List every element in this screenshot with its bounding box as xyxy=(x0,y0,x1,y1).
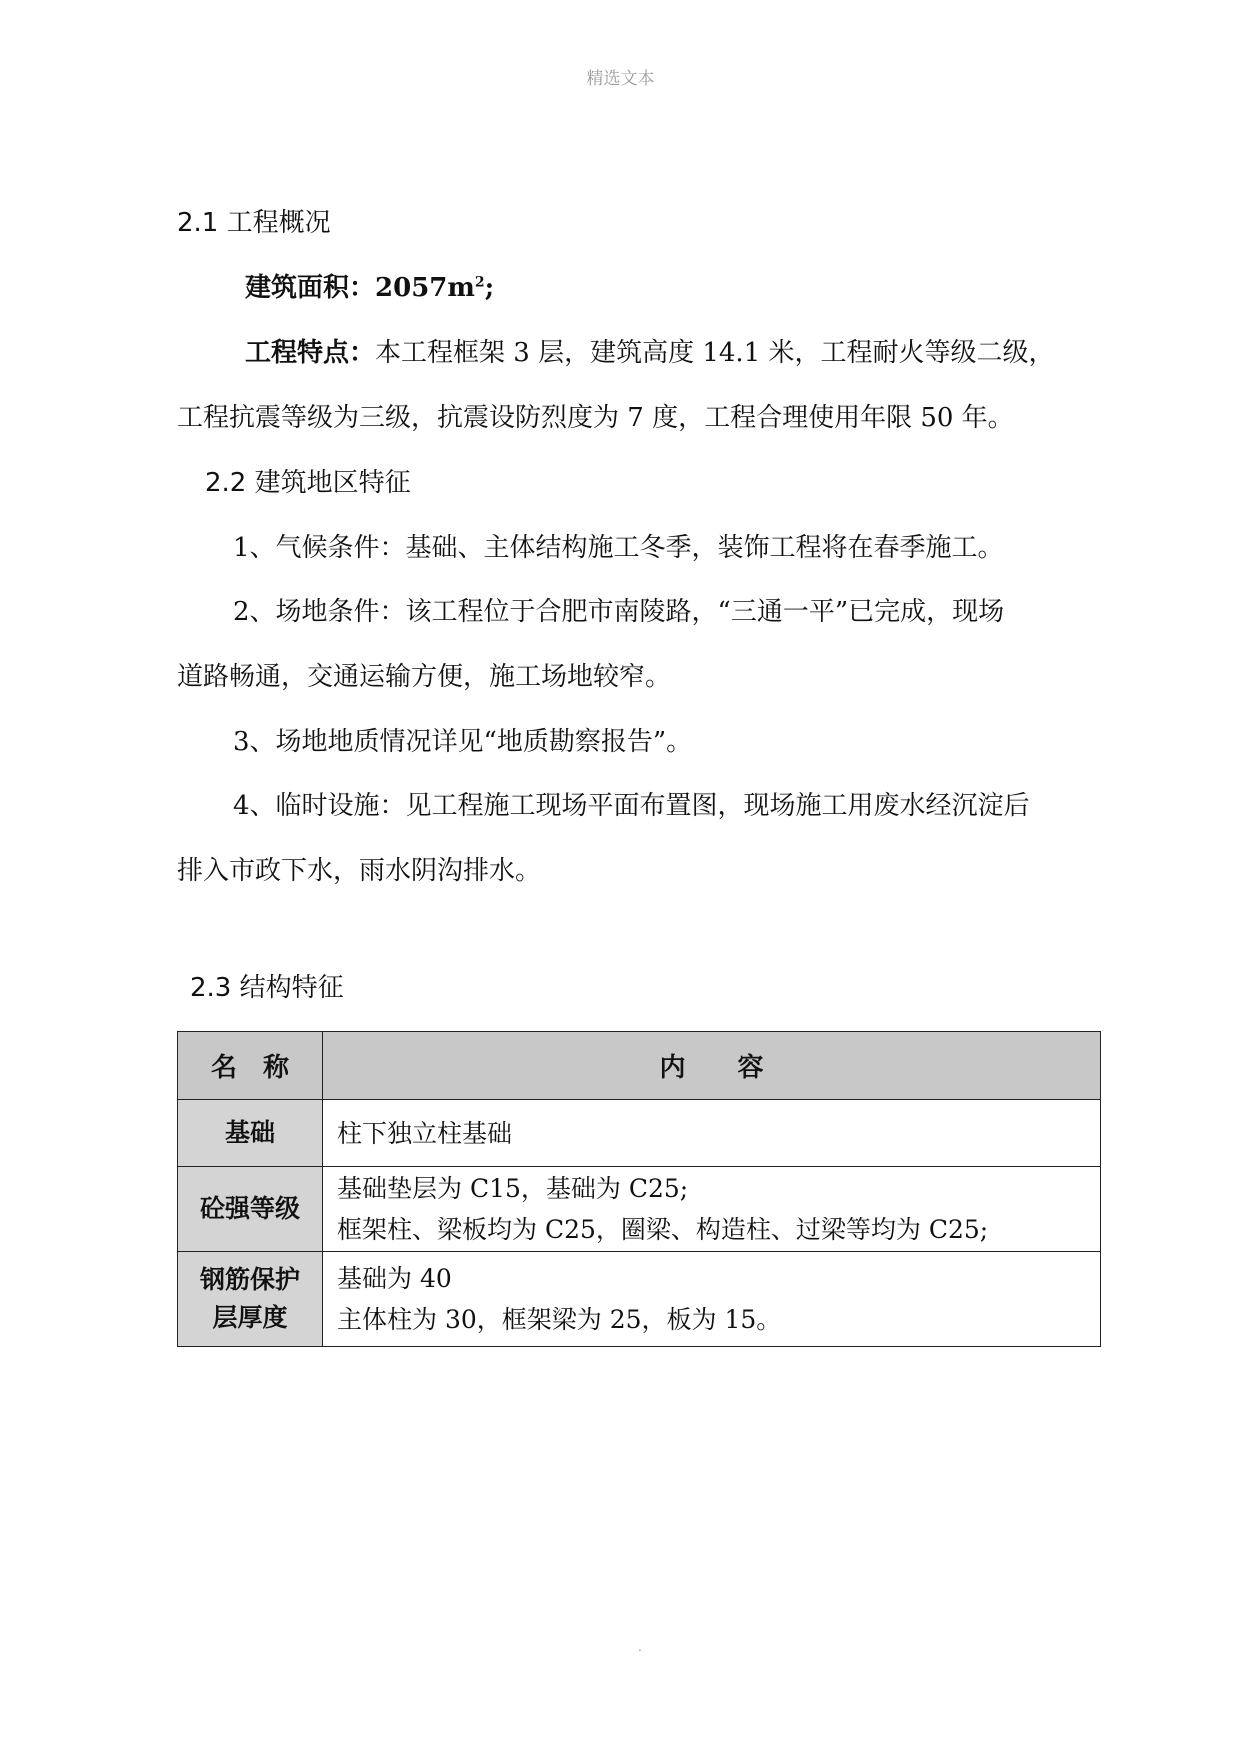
structure-table xyxy=(177,1031,1101,1347)
table-row xyxy=(178,1252,1101,1347)
building-area xyxy=(245,270,494,306)
row-name-concrete-grade: 砼强等级 xyxy=(178,1167,323,1252)
row-content-concrete-grade xyxy=(323,1167,1101,1252)
content-line: 框架柱、梁板均为 C25，圈梁、构造柱、过梁等均为 C25; xyxy=(337,1215,989,1244)
area-suffix: ; xyxy=(484,273,495,303)
features-label: 工程特点： xyxy=(245,338,376,368)
content-line: 柱下独立柱基础 xyxy=(337,1118,513,1148)
table-row xyxy=(178,1167,1101,1252)
features-line-2: 工程抗震等级为三级，抗震设防烈度为 7 度，工程合理使用年限 50 年。 xyxy=(177,403,1014,433)
area-superscript: 2 xyxy=(474,274,485,291)
content-line: 基础为 40 xyxy=(337,1264,452,1293)
site-item-line-1: 2、场地条件：该工程位于合肥市南陵路，“三通一平”已完成，现场 xyxy=(233,597,1005,627)
section-2-2-heading: 2.2 建筑地区特征 xyxy=(205,468,411,498)
climate-item: 1、气候条件：基础、主体结构施工冬季，装饰工程将在春季施工。 xyxy=(233,533,1004,563)
table-header-content: 内 容 xyxy=(323,1032,1101,1100)
content-line: 主体柱为 30，框架梁为 25，板为 15。 xyxy=(337,1305,782,1334)
row-name-line: 层厚度 xyxy=(212,1303,288,1332)
row-content-rebar-cover xyxy=(323,1252,1101,1347)
table-header-row xyxy=(178,1032,1101,1100)
content-line: 基础垫层为 C15，基础为 C25; xyxy=(337,1174,689,1203)
site-item-line-2: 道路畅通，交通运输方便，施工场地较窄。 xyxy=(177,662,672,692)
page-header: 精选文本 xyxy=(586,69,655,89)
row-name-line: 钢筋保护 xyxy=(199,1265,300,1294)
features-text-1: 本工程框架 3 层，建筑高度 14.1 米，工程耐火等级二级， xyxy=(375,338,1055,368)
page-footer: . xyxy=(638,1640,642,1654)
temporary-item-line-1: 4、临时设施：见工程施工现场平面布置图，现场施工用废水经沉淀后 xyxy=(233,791,1030,821)
table-row xyxy=(178,1100,1101,1167)
area-value: 2057m xyxy=(375,273,475,303)
temporary-item-line-2: 排入市政下水，雨水阴沟排水。 xyxy=(177,856,542,886)
section-2-3-heading: 2.3 结构特征 xyxy=(190,973,344,1003)
geology-item: 3、场地地质情况详见“地质勘察报告”。 xyxy=(233,727,693,757)
table-header-name: 名 称 xyxy=(178,1032,323,1100)
row-name-foundation: 基础 xyxy=(178,1100,323,1167)
row-name-rebar-cover xyxy=(178,1252,323,1347)
section-2-1-heading: 2.1 工程概况 xyxy=(177,208,331,238)
features-line-1 xyxy=(245,335,1055,371)
row-content-foundation xyxy=(323,1100,1101,1167)
area-label: 建筑面积： xyxy=(245,273,376,303)
